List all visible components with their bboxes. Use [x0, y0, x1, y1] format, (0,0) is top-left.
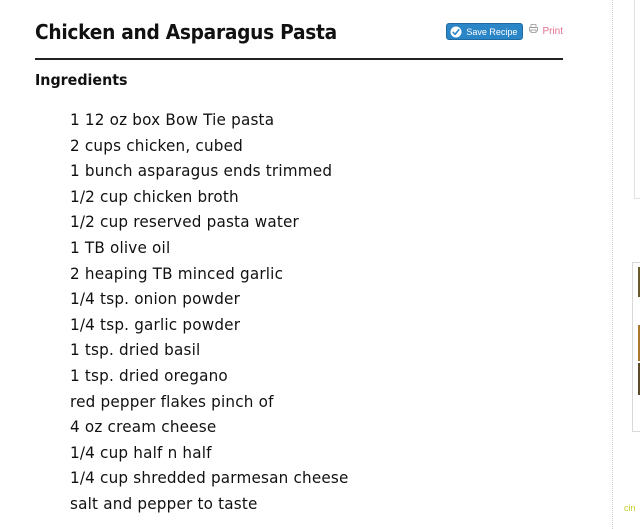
ingredient-item: 1 tsp. dried basil [70, 340, 201, 360]
ingredient-item: 1/4 tsp. onion powder [70, 289, 241, 309]
ingredient-item: 4 oz cream cheese [70, 417, 217, 437]
ingredient-item: 1 12 oz box Bow Tie pasta [70, 110, 275, 129]
ingredient-item: 1/4 cup shredded parmesan cheese [70, 468, 349, 488]
sidebar-brand-link[interactable]: cin [624, 503, 636, 513]
ingredient-item: 1/2 cup chicken broth [70, 186, 239, 206]
save-recipe-button[interactable] [446, 23, 523, 40]
ingredient-item: 1/4 cup half n half [70, 442, 212, 462]
recipe-card [35, 14, 563, 513]
recipe-actions [446, 23, 563, 40]
save-recipe-icon [450, 26, 462, 38]
ingredient-item: 2 cups chicken, cubed [70, 135, 244, 155]
print-link[interactable] [529, 26, 563, 37]
ingredients-list [70, 109, 363, 519]
ingredient-item: 1 TB olive oil [70, 237, 171, 257]
ingredient-item: 1 tsp. dried oregano [70, 365, 228, 385]
sidebar-thumbnail-strip[interactable] [632, 262, 640, 432]
ingredient-item: 1 bunch asparagus ends trimmed [70, 161, 333, 181]
recipe-title: Chicken and Asparagus Pasta [35, 20, 337, 44]
sidebar-divider [612, 0, 613, 529]
sidebar-widget [634, 0, 640, 199]
ingredient-item: 1/2 cup reserved pasta water [70, 212, 299, 232]
ingredient-item: salt and pepper to taste [70, 493, 258, 513]
print-label: Print [542, 26, 563, 37]
printer-icon [529, 24, 538, 33]
ingredient-item: 2 heaping TB minced garlic [70, 263, 284, 283]
ingredient-item: 1/4 tsp. garlic powder [70, 314, 241, 334]
save-recipe-label: Save Recipe [466, 26, 518, 37]
ingredient-item: red pepper flakes pinch of [70, 391, 274, 411]
recipe-header [35, 14, 563, 60]
ingredients-heading: Ingredients [35, 71, 128, 89]
